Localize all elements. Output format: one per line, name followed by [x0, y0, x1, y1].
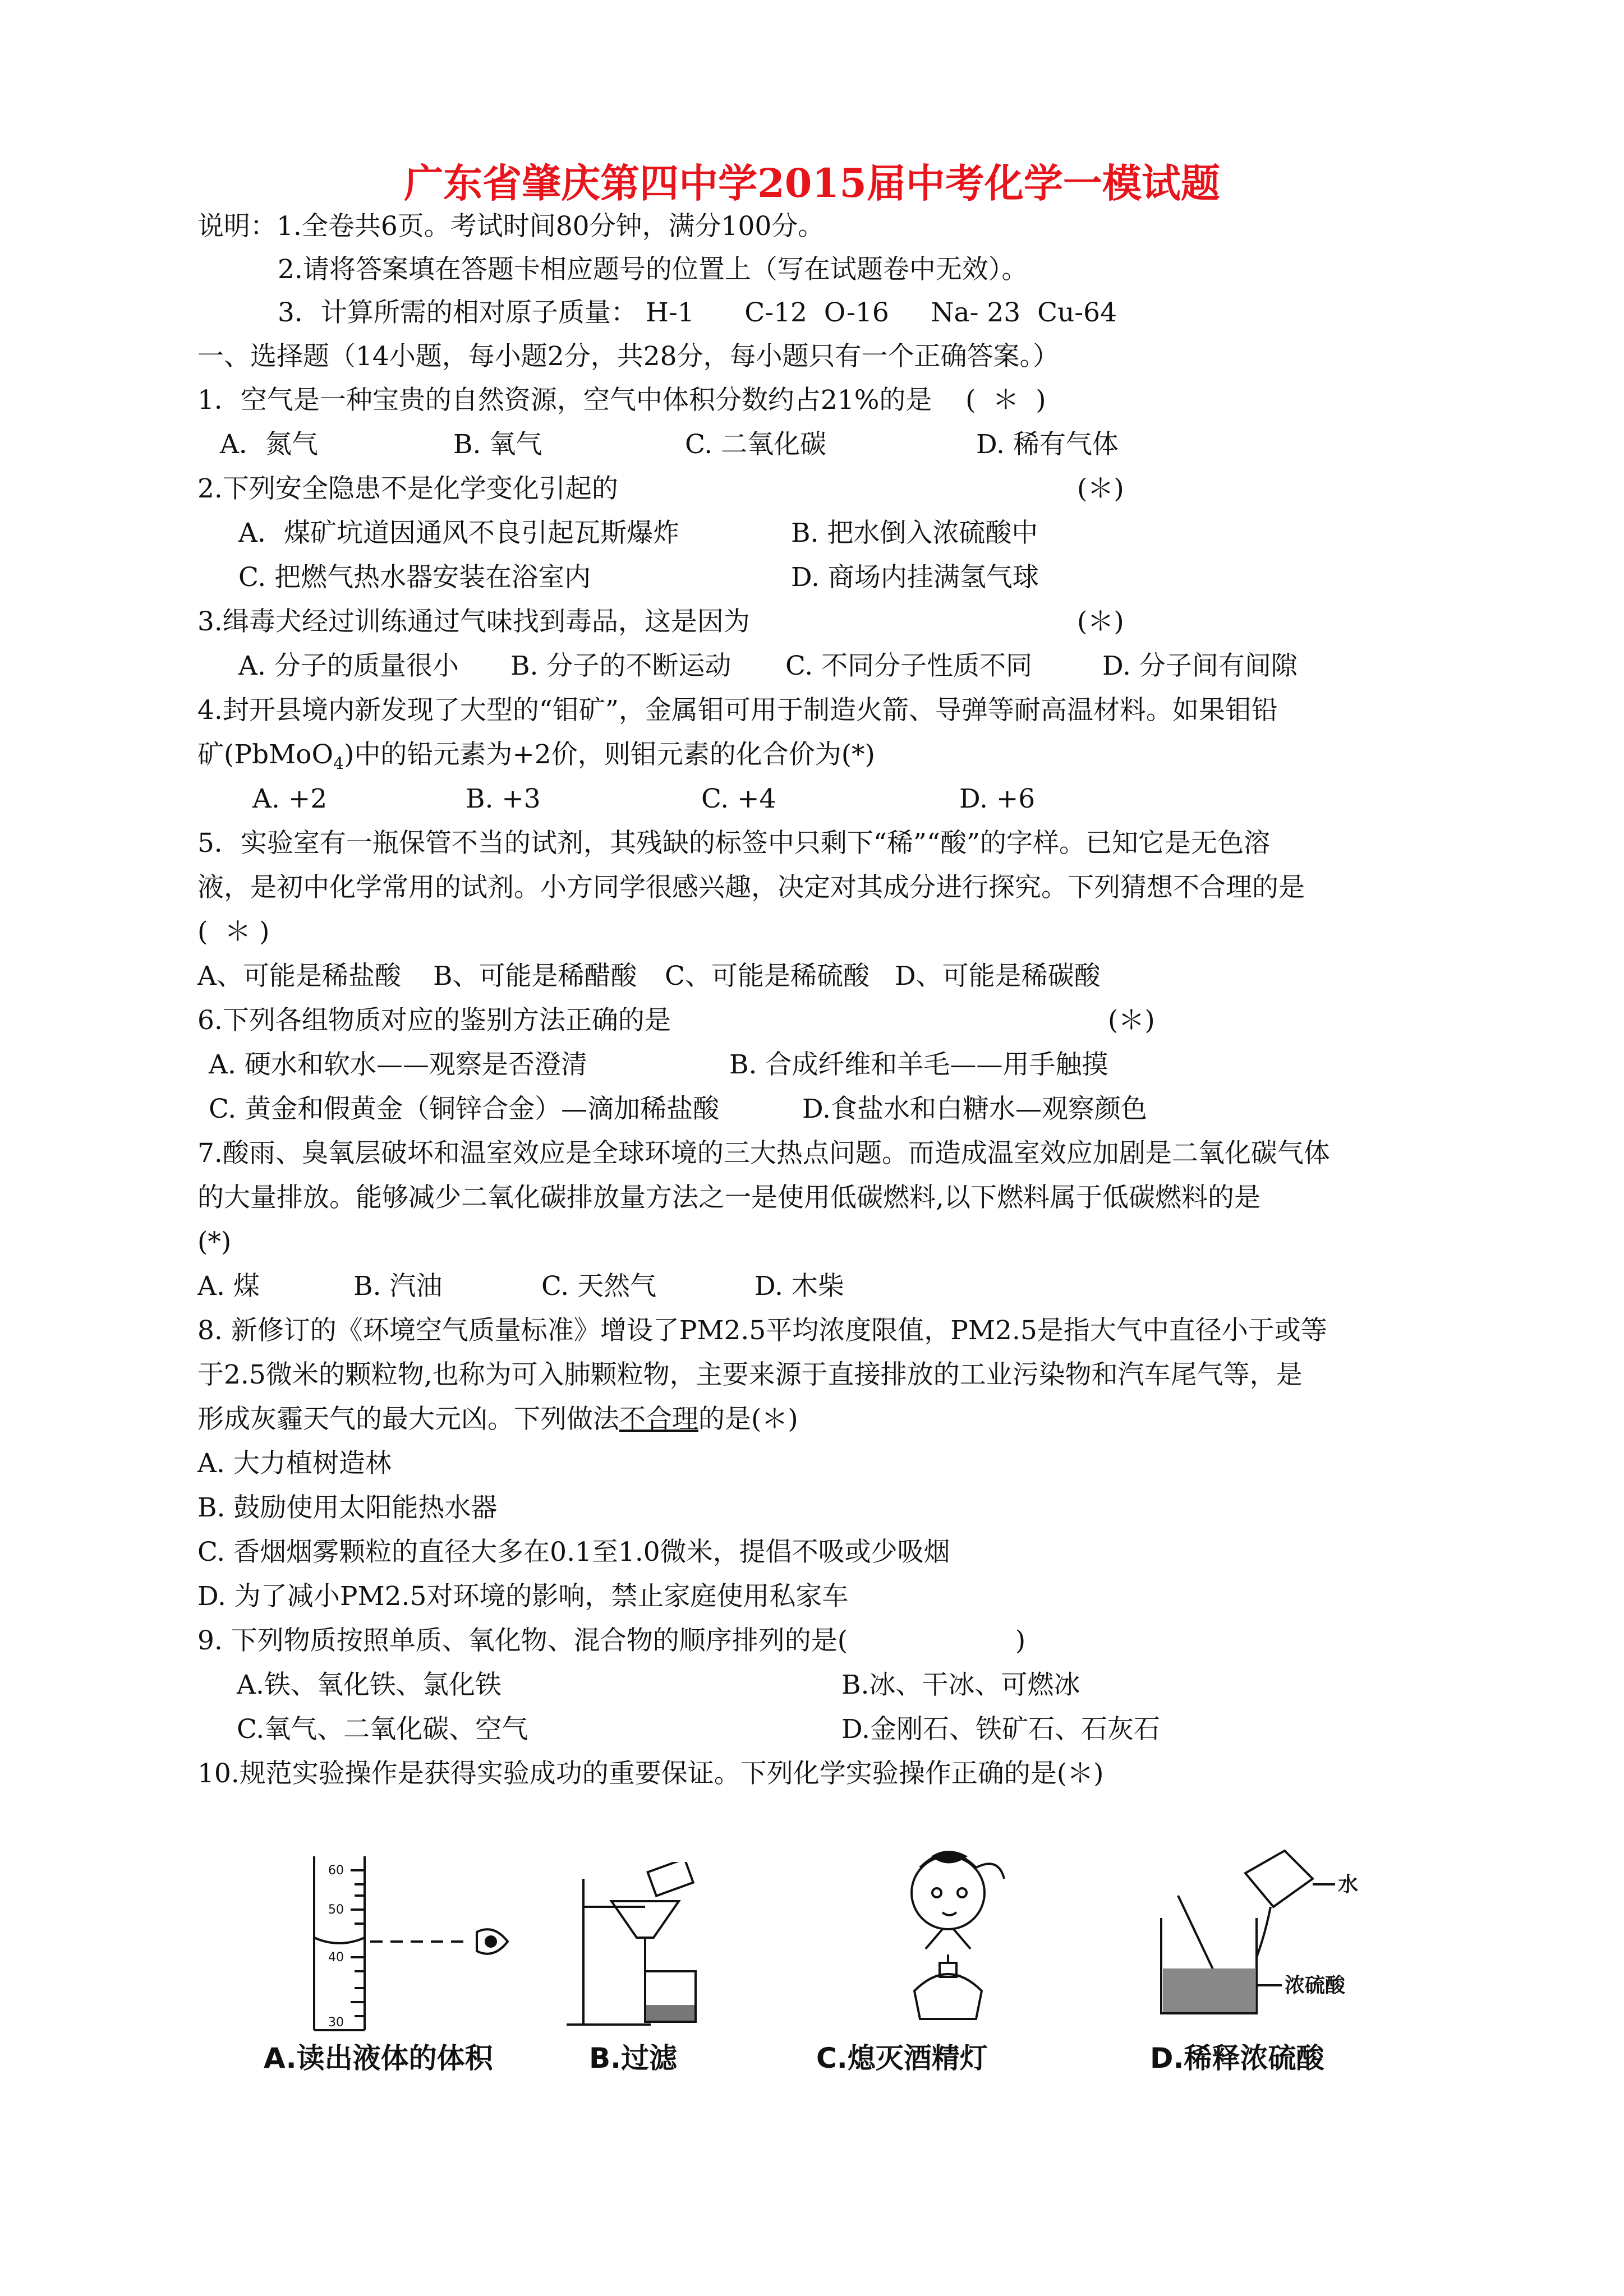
q2-answer-mark: (＊): [1077, 473, 1124, 504]
q3-stem: 3.缉毒犬经过训练通过气味找到毒品，这是因为: [197, 606, 750, 637]
q6-stem: 6.下列各组物质对应的鉴别方法正确的是: [197, 1005, 671, 1036]
q4-option-c: C. +4: [701, 783, 776, 814]
q9-option-b: B.冰、干冰、可燃冰: [841, 1670, 1080, 1700]
q8-line-3-start: 形成灰霾天气的最大元凶。下列做法: [197, 1404, 619, 1435]
q4-line-1: 4.封开县境内新发现了大型的“钼矿”，金属钼可用于制造火箭、导弹等耐高温材料。如果钼铅: [197, 695, 1278, 726]
q7-option-d: D. 木柴: [755, 1271, 844, 1302]
caption-a: A.读出液体的体积: [264, 2042, 493, 2074]
q1-option-c: C. 二氧化碳: [685, 429, 827, 460]
q4-option-d: D. +6: [959, 783, 1036, 814]
notes-line-3: 3．计算所需的相对原子质量： H-1 C-12 O-16 Na- 23 Cu-64: [278, 297, 1117, 328]
q8-line-3: [197, 1402, 798, 1437]
q7-option-b: B. 汽油: [353, 1271, 443, 1302]
label-concentrated-acid: 浓硫酸: [1285, 1974, 1346, 1997]
tick-label-30: 30: [328, 2016, 344, 2030]
q2-stem: 2.下列安全隐患不是化学变化引起的: [197, 473, 618, 504]
q3-option-b: B. 分子的不断运动: [510, 651, 732, 681]
q2-option-d: D. 商场内挂满氢气球: [791, 562, 1039, 593]
q8-line-2: 于2.5微米的颗粒物,也称为可入肺颗粒物，主要来源于直接排放的工业污染物和汽车尾气等，是: [197, 1359, 1303, 1390]
q10-stem: 10.规范实验操作是获得实验成功的重要保证。下列化学实验操作正确的是(＊): [197, 1758, 1104, 1789]
q9-stem: 9. 下列物质按照单质、氧化物、混合物的顺序排列的是( ): [197, 1625, 1026, 1656]
figure-filtration: [561, 1862, 729, 2030]
section-heading: 一、选择题（14小题，每小题2分，共28分，每小题只有一个正确答案。）: [197, 341, 1060, 372]
q4-line-2-start: 矿(PbMoO: [197, 739, 333, 770]
q8-underlined-text: 不合理: [619, 1404, 698, 1435]
notes-line-2: 2.请将答案填在答题卡相应题号的位置上（写在试题卷中无效）。: [278, 254, 1028, 285]
q8-line-1: 8. 新修订的《环境空气质量标准》增设了PM2.5平均浓度限值，PM2.5是指大气中直径小于或等: [197, 1315, 1327, 1346]
q5-line-1: 5．实验室有一瓶保管不当的试剂，其残缺的标签中只剩下“稀”“酸”的字样。已知它是无色溶: [197, 828, 1271, 859]
q5-line-2: 液，是初中化学常用的试剂。小方同学很感兴趣，决定对其成分进行探究。下列猜想不合理的是: [197, 872, 1305, 903]
q6-option-c: C. 黄金和假黄金（铜锌合金）—滴加稀盐酸: [209, 1094, 720, 1124]
q8-option-c: C. 香烟烟雾颗粒的直径大多在0.1至1.0微米，提倡不吸或少吸烟: [197, 1537, 950, 1567]
figure-alcohol-lamp: [864, 1845, 1032, 2030]
q8-line-3-end: 的是(＊): [698, 1404, 798, 1435]
page-title: 广东省肇庆第四中学2015届中考化学一模试题: [404, 160, 1220, 206]
q6-option-a: A. 硬水和软水——观察是否澄清: [209, 1049, 587, 1080]
q6-option-b: B. 合成纤维和羊毛——用手触摸: [729, 1049, 1108, 1080]
q6-option-d: D.食盐水和白糖水—观察颜色: [802, 1094, 1147, 1124]
caption-b: B.过滤: [589, 2042, 678, 2074]
q4-line-2-end: )中的铅元素为+2价，则钼元素的化合价为(*): [344, 739, 875, 770]
q1-option-b: B. 氧气: [453, 429, 542, 460]
q8-option-b: B. 鼓励使用太阳能热水器: [197, 1492, 498, 1523]
caption-c: C.熄灭酒精灯: [816, 2042, 988, 2074]
q4-option-a: A. +2: [252, 783, 328, 814]
q1-option-d: D. 稀有气体: [976, 429, 1119, 460]
caption-d: D.稀释浓硫酸: [1150, 2042, 1324, 2074]
q5-option-a: A、可能是稀盐酸: [197, 961, 401, 992]
q5-line-3: ( ＊ ): [197, 916, 270, 947]
q3-option-d: D. 分子间有间隙: [1102, 651, 1298, 681]
q8-option-d: D. 为了减小PM2.5对环境的影响，禁止家庭使用私家车: [197, 1581, 849, 1612]
label-water: 水: [1338, 1873, 1359, 1896]
q8-option-a: A. 大力植树造林: [197, 1448, 392, 1479]
q7-option-a: A. 煤: [197, 1271, 260, 1302]
q1-option-a: A．氮气: [220, 429, 318, 460]
q3-answer-mark: (＊): [1077, 606, 1124, 637]
q2-option-a: A．煤矿坑道因通风不良引起瓦斯爆炸: [238, 518, 679, 548]
q7-line-3: (*): [197, 1227, 232, 1257]
q3-option-a: A. 分子的质量很小: [238, 651, 459, 681]
q4-subscript: 4: [333, 754, 344, 774]
q9-option-c: C.氧气、二氧化碳、空气: [237, 1714, 528, 1745]
tick-label-40: 40: [328, 1951, 344, 1965]
q7-line-2: 的大量排放。能够减少二氧化碳排放量方法之一是使用低碳燃料,以下燃料属于低碳燃料的是: [197, 1182, 1260, 1213]
q4-line-2: [197, 737, 875, 781]
q6-answer-mark: (＊): [1108, 1005, 1155, 1036]
q9-option-a: A.铁、氧化铁、氯化铁: [237, 1670, 502, 1700]
notes-line-1: 说明：1.全卷共6页。考试时间80分钟，满分100分。: [197, 211, 825, 242]
q5-option-b: B、可能是稀醋酸: [433, 961, 637, 992]
figure-graduated-cylinder: [303, 1851, 539, 2036]
q5-option-d: D、可能是稀碳酸: [895, 961, 1101, 992]
figure-dilute-acid: [1144, 1845, 1386, 2025]
q2-option-b: B. 把水倒入浓硫酸中: [791, 518, 1038, 548]
tick-label-60: 60: [328, 1864, 344, 1878]
tick-label-50: 50: [328, 1903, 344, 1917]
q1-stem: 1．空气是一种宝贵的自然资源，空气中体积分数约占21%的是 ( ＊ ): [197, 385, 1046, 416]
q9-option-d: D.金刚石、铁矿石、石灰石: [841, 1714, 1160, 1745]
eye-icon: [485, 1935, 497, 1948]
q4-option-b: B. +3: [466, 783, 541, 814]
q2-option-c: C. 把燃气热水器安装在浴室内: [238, 562, 591, 593]
q7-line-1: 7.酸雨、臭氧层破坏和温室效应是全球环境的三大热点问题。而造成温室效应加剧是二氧化碳气体: [197, 1138, 1330, 1169]
q3-option-c: C. 不同分子性质不同: [785, 651, 1033, 681]
q5-option-c: C、可能是稀硫酸: [665, 961, 869, 992]
q7-option-c: C. 天然气: [541, 1271, 657, 1302]
